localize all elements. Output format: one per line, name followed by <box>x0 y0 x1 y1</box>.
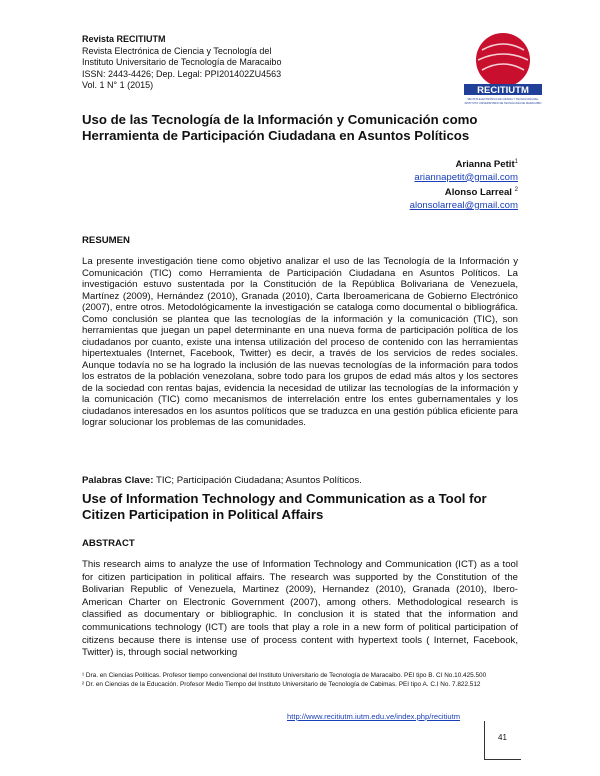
keywords-label: Palabras Clave: <box>82 475 154 486</box>
abstract-text: This research aims to analyze the use of Information Technology and Communication (ICT) as a tool for citizen participation in political affairs. The research was supported by the Constitution of the Bolivarian Republic of Venezuela, Martinez (2009), Hernandez (2010), Granada (2010), Ibero-American Charter on Electronic Government (2007), among others. Methodological research is classified as documentary or bibliographic. In conclusion it is stated that the information and communications technology (ICT) are tools that play a role in a new form of political participation of citizens because there is intense use of process content with hypertext tools ( Internet, Facebook, Twitter) is, through social networking <box>82 559 518 659</box>
logo-subline-1: REVISTA ELECTRÓNICA DE CIENCIA Y TECNOLOGÍA DEL <box>467 98 539 101</box>
author-name-2: Alonso Larreal <box>444 187 512 199</box>
author-sup-2: 2 <box>514 187 518 194</box>
journal-volume: Vol. 1 N° 1 (2015) <box>82 80 154 90</box>
keywords-value: TIC; Participación Ciudadana; Asuntos Políticos. <box>153 475 362 486</box>
logo-subline-2: INSTITUTO UNIVERSITARIO DE TECNOLOGÍA DE MARACAIBO <box>464 102 542 105</box>
article-title-es: Uso de las Tecnología de la Información y Comunicación como Herramienta de Participación Ciudadana en Asuntos Políticos <box>82 112 478 143</box>
journal-header <box>82 34 382 92</box>
footnotes <box>82 672 518 689</box>
author-email-2[interactable]: alonsolarreal@gmail.com <box>409 199 518 211</box>
page-number: 41 <box>498 733 507 742</box>
journal-line-1: Revista Electrónica de Ciencia y Tecnología del <box>82 45 272 56</box>
keywords-line <box>82 475 518 486</box>
journal-url[interactable]: http://www.recitiutm.iutm.edu.ve/index.php/recitiutm <box>287 712 461 721</box>
authors-block <box>410 156 518 212</box>
journal-line-2: Instituto Universitario de Tecnología de Maracaibo <box>82 57 282 67</box>
logo-text: RECITIUTM <box>477 85 529 96</box>
author-sup-1: 1 <box>514 159 518 165</box>
resumen-heading: RESUMEN <box>82 235 130 246</box>
resumen-text: La presente investigación tiene como objetivo analizar el uso de las Tecnología de la Información y Comunicación (TIC) como Herramienta de Participación Ciudadana en Asuntos Políticos. La investigación estuvo sustentada por la Constitución de la República Bolivariana de Venezuela, Martínez (2009), Hernández (2010), Granada (2010), Carta Iberoamericana de Gobierno Electrónico (2007), entre otros. Metodológicamente la investigación se cataloga como documental o bibliográfica. Como conclusión se plantea que las tecnologías de la información y la comunicación (TIC), son herramientas que juegan un papel determinante en una nueva forma de participación política de los ciudadanos por cuanto, existe una intensa utilización del proceso de contenido con las herramientas hipertextuales (Internet, Facebook, Twitter) es decir, a través de los servicios de redes sociales. Aunque todavía no se ha logrado la inclusión de las nuevas tecnologías de la información para todos los estratos de la población venezolana, sobre todo para los grupos de edad más altos y los sectores de la sociedad con rentas bajas, evidencia la necesidad de utilizar las tecnologías de la información y la comunicación (TIC) como mecanismos de interrelación entre los entes gubernamentales y los ciudadanos interesados en los asuntos políticos que se traduzca en una gestión pública eficiente para lograr solucionar los problemas de las comunidades. <box>82 256 518 428</box>
journal-name: Revista RECITIUTM <box>82 34 166 44</box>
article-title-en: Use of Information Technology and Communication as a Tool for Citizen Participation in Political Affairs <box>82 491 487 522</box>
author-name-1: Arianna Petit <box>455 159 515 171</box>
author-email-1[interactable]: ariannapetit@gmail.com <box>414 171 518 183</box>
footnote-1: ¹ Dra. en Ciencias Políticas. Profesor tiempo convencional del Instituto Universitario de Tecnología de Maracaibo. PEI tipo B. CI No.10.425.500 <box>82 672 487 679</box>
abstract-heading: ABSTRACT <box>82 538 135 549</box>
footnote-2: ² Dr. en Ciencias de la Educación. Profesor Medio Tiempo del Instituto Universitario de Tecnología de Cabimas. PEI tipo A. C.I No. 7.822.512 <box>82 680 481 688</box>
logo-red-circle <box>476 33 530 87</box>
journal-issn: ISSN: 2443-4426; Dep. Legal: PPI201402ZU4563 <box>82 68 282 79</box>
journal-logo <box>462 30 544 108</box>
